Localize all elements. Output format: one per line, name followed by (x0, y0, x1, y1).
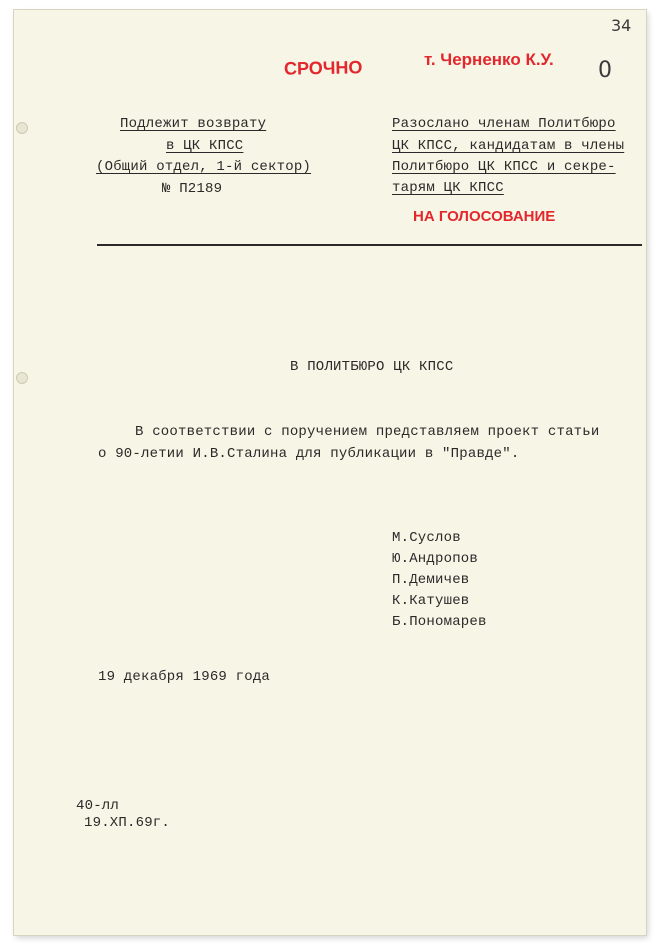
addressee-stamp: т. Черненко К.У. (424, 50, 554, 69)
document-page (14, 10, 646, 935)
document-date: 19 декабря 1969 года (98, 669, 271, 685)
body-paragraph-line: о 90-летии И.В.Сталина для публикации в "Правде". (98, 446, 520, 462)
punch-hole (16, 122, 28, 134)
signatory-name: П.Демичев (392, 572, 470, 588)
signatory-name: М.Суслов (392, 530, 461, 546)
distribution-line: Политбюро ЦК КПСС и секре- (392, 159, 616, 175)
return-notice-line: Подлежит возврату (120, 116, 267, 132)
return-notice-line: в ЦК КПСС (166, 138, 244, 154)
recipient-heading: В ПОЛИТБЮРО ЦК КПСС (290, 359, 454, 375)
distribution-line: ЦК КПСС, кандидатам в члены (392, 138, 625, 154)
handwritten-mark: 0 (598, 58, 612, 83)
distribution-line: Разослано членам Политбюро (392, 116, 616, 132)
distribution-line: тарям ЦК КПСС (392, 180, 504, 196)
registration-number: № П2189 (162, 181, 223, 197)
body-paragraph-line: В соответствии с поручением представляем проект статьи (135, 424, 600, 440)
signatory-name: К.Катушев (392, 593, 470, 609)
vote-stamp: НА ГОЛОСОВАНИЕ (413, 208, 556, 225)
registered-date: 19.ХП.69г. (84, 815, 171, 831)
signatory-name: Б.Пономарев (392, 614, 487, 630)
page-number: 34 (611, 16, 632, 35)
copies-count: 40-лл (76, 798, 120, 814)
signatory-name: Ю.Андропов (392, 551, 479, 567)
return-notice-line: (Общий отдел, 1-й сектор) (96, 159, 312, 175)
punch-hole (16, 372, 28, 384)
header-divider (97, 244, 642, 246)
urgent-stamp: СРОЧНО (283, 57, 363, 79)
